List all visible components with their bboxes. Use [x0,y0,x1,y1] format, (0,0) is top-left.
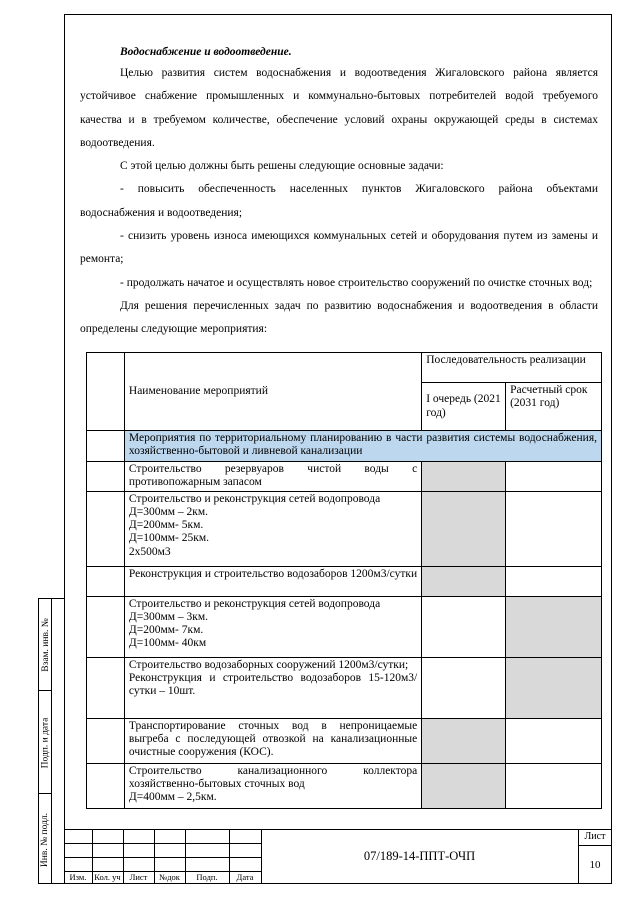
table-row [87,657,602,718]
table-cell-stage1 [422,462,506,492]
table-cell-measure: Строительство резервуаров чистой воды с противопожарным запасом [124,462,421,492]
list-item: - повысить обеспеченность населенных пунктов Жигаловского района объектами водоснабжения и водоотведения; [80,183,598,219]
table-cell-measure: Строительство водозаборных сооружений 1200м3/сутки; Реконструкция и строительство водозаборов 15-120м3/сутки – 10шт. [124,657,421,718]
side-label-podp-data: Подп. и дата [40,717,51,768]
table-row [87,462,602,492]
side-label-zam-inv: Взам. инв. № [40,618,51,672]
table-header-stage1: I очередь (2021 год) [422,383,506,431]
paragraph: Для решения перечисленных задач по развитию водоснабжения и водоотведения в области определены следующие мероприятия: [80,299,598,336]
side-label-inv-podl: Инв. № подл. [40,812,51,867]
table-cell-stage2 [506,718,602,763]
table-row [87,491,602,566]
table-cell-stage2 [506,657,602,718]
table-cell-stage1 [422,491,506,566]
table-cell-stage1 [422,763,506,808]
title-block-col-data: Дата [236,872,254,882]
table-header-sequence: Последовательность реализации [422,353,602,383]
table-cell-measure: Транспортирование сточных вод в непроницаемые выгреба с последующей отвозкой на канализационные очистные сооружения (КОС). [124,718,421,763]
table-row [87,763,602,808]
table-cell-measure: Реконструкция и строительство водозаборов 1200м3/сутки [124,566,421,596]
table-cell-stage1 [422,566,506,596]
paragraph: Целью развития систем водоснабжения и водоотведения Жигаловского района является устойчивое снабжение промышленных и коммунально-бытовых потребителей водой требуемого качества и в требуемом количестве, обеспечение условий охраны окружающей среды в системах водоотведения. [80,67,598,149]
table-cell-measure: Строительство и реконструкция сетей водопровода Д=300мм – 3км. Д=200мм- 7км. Д=100мм- 40км [124,596,421,657]
table-cell-stage1 [422,718,506,763]
table-cell-stage2 [506,596,602,657]
section-heading: Водоснабжение и водоотведение. [120,46,292,58]
table-cell-stage2 [506,462,602,492]
title-block-col-izm: Изм. [69,872,87,882]
table-header-name: Наименование мероприятий [124,353,421,431]
table-header-stage2: Расчетный срок (2031 год) [506,383,602,431]
sheet-number: 10 [589,858,601,871]
title-block-col-list: Лист [129,872,148,882]
table-row [87,566,602,596]
table-cell-measure: Строительство и реконструкция сетей водопровода Д=300мм – 2км. Д=200мм- 5км. Д=100мм- 25км. 2х500м3 [124,491,421,566]
document-number: 07/189-14-ППТ-ОЧП [363,849,476,863]
list-item: - продолжать начатое и осуществлять новое строительство сооружений по очистке сточных вод; [120,276,593,289]
title-block-col-kol-uch: Кол. уч [94,872,121,882]
title-block [64,829,612,884]
table-section-row: Мероприятия по территориальному планированию в части развития системы водоснабжения, хозяйственно-бытовой и ливневой канализации [124,431,601,462]
document-body [80,22,598,342]
table-cell-stage2 [506,566,602,596]
paragraph: С этой целью должны быть решены следующие основные задачи: [120,160,444,173]
title-block-col-podp: Подп. [196,872,218,882]
table-cell-stage2 [506,763,602,808]
sheet-label: Лист [584,831,606,842]
table-row [87,718,602,763]
side-stamp [38,598,64,884]
measures-table [86,352,602,809]
table-cell-stage1 [422,657,506,718]
list-item: - снизить уровень износа имеющихся коммунальных сетей и оборудования путем из замены и ремонта; [80,230,598,266]
table-cell-measure: Строительство канализационного коллектора хозяйственно-бытовых сточных вод Д=400мм – 2,5км. [124,763,421,808]
table-cell-stage1 [422,596,506,657]
table-header-empty [87,353,125,431]
table-row [87,596,602,657]
title-block-col-ndok: №док [159,872,180,882]
table-cell-stage2 [506,491,602,566]
